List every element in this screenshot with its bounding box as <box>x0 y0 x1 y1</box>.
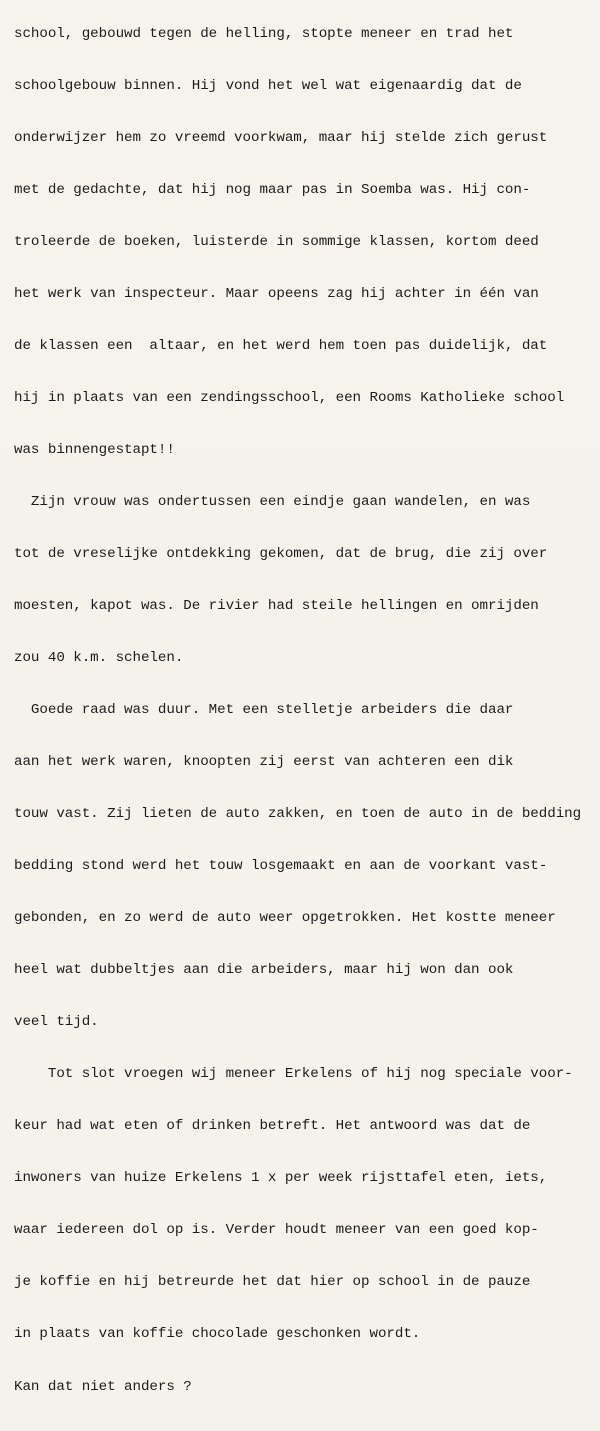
text-line: school, gebouwd tegen de helling, stopte meneer en trad het <box>14 25 514 42</box>
text-line: bedding stond werd het touw losgemaakt en aan de voorkant vast- <box>14 858 548 875</box>
text-line: was binnengestapt!! <box>14 441 175 458</box>
text-line: met de gedachte, dat hij nog maar pas in Soemba was. Hij con- <box>14 181 531 198</box>
text-line: veel tijd. <box>14 1014 99 1031</box>
body-text <box>14 0 600 1431</box>
text-line: het werk van inspecteur. Maar opeens zag hij achter in één van <box>14 285 539 302</box>
text-line: aan het werk waren, knoopten zij eerst van achteren een dik <box>14 754 514 771</box>
text-line: touw vast. Zij lieten de auto zakken, en toen de auto in de bedding <box>14 806 582 823</box>
text-line: keur had wat eten of drinken betreft. Het antwoord was dat de <box>14 1118 531 1135</box>
text-line: schoolgebouw binnen. Hij vond het wel wat eigenaardig dat de <box>14 77 522 94</box>
text-line: Goede raad was duur. Met een stelletje arbeiders die daar <box>14 702 514 719</box>
text-line: hij in plaats van een zendingsschool, een Rooms Katholieke school <box>14 389 565 406</box>
text-line: inwoners van huize Erkelens 1 x per week rijsttafel eten, iets, <box>14 1170 548 1187</box>
text-line: tot de vreselijke ontdekking gekomen, dat de brug, die zij over <box>14 546 548 562</box>
text-line: heel wat dubbeltjes aan die arbeiders, maar hij won dan ook <box>14 962 514 979</box>
text-line: zou 40 k.m. schelen. <box>14 650 184 667</box>
text-line: troleerde de boeken, luisterde in sommige klassen, kortom deed <box>14 233 539 250</box>
text-line: waar iedereen dol op is. Verder houdt meneer van een goed kop- <box>14 1222 539 1239</box>
text-line: Tot slot vroegen wij meneer Erkelens of hij nog speciale voor- <box>14 1066 573 1083</box>
text-line: onderwijzer hem zo vreemd voorkwam, maar hij stelde zich gerust <box>14 129 548 146</box>
text-line: moesten, kapot was. De rivier had steile hellingen en omrijden <box>14 598 539 615</box>
text-line: gebonden, en zo werd de auto weer opgetrokken. Het kostte meneer <box>14 910 556 927</box>
text-line: Zijn vrouw was ondertussen een eindje gaan wandelen, en was <box>14 493 531 510</box>
text-line: Kan dat niet anders ? <box>14 1378 192 1395</box>
text-line: in plaats van koffie chocolade geschonken wordt. <box>14 1326 421 1343</box>
text-line: je koffie en hij betreurde het dat hier op school in de pauze <box>14 1274 531 1291</box>
text-line: de klassen een altaar, en het werd hem toen pas duidelijk, dat <box>14 337 548 354</box>
